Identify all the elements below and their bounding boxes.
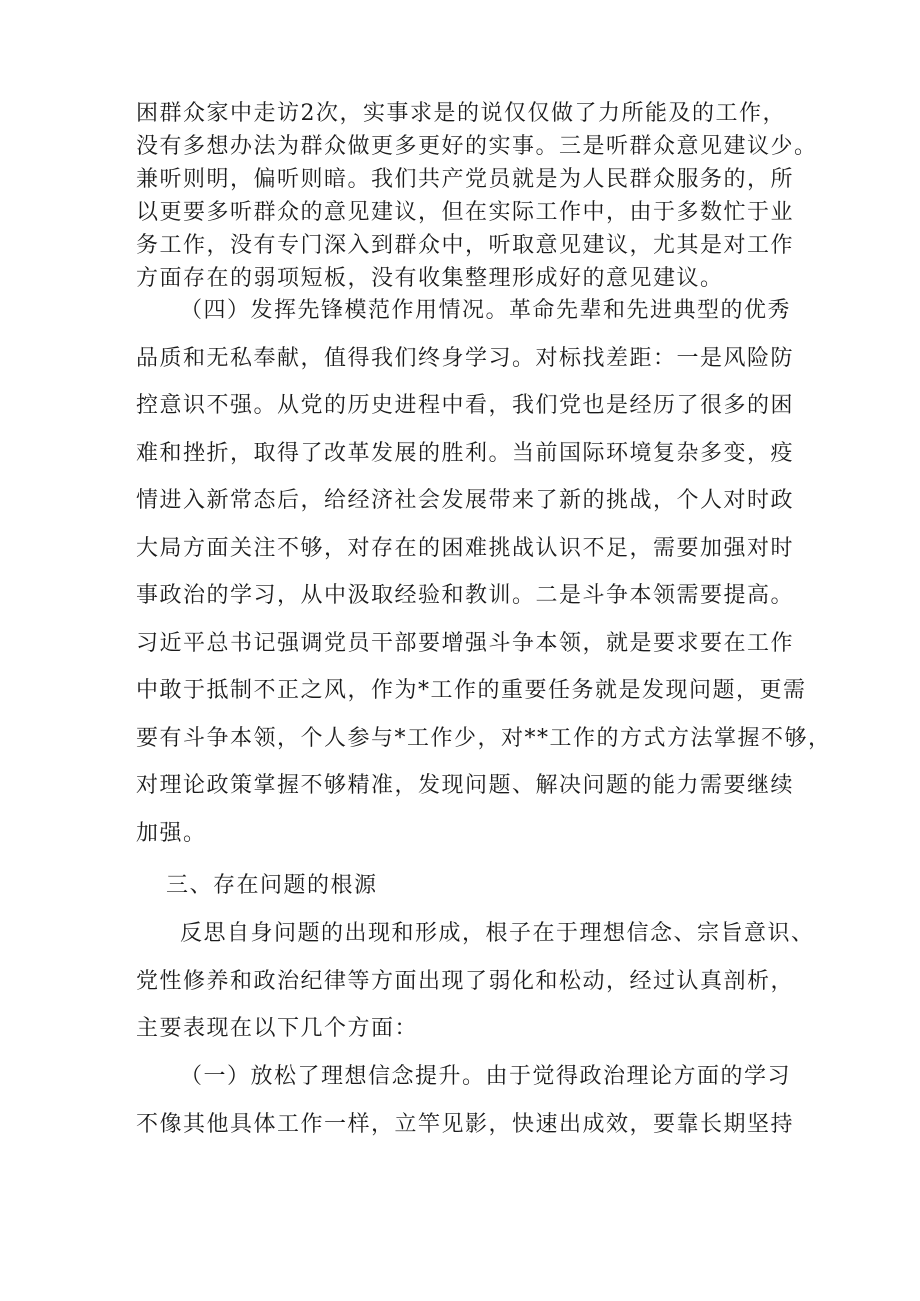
text-line: 难和挫折，取得了改革发展的胜利。当前国际环境复杂多变，疫 — [136, 440, 795, 466]
text-line: 务工作，没有专门深入到群众中，听取意见建议，尤其是对工作 — [136, 233, 795, 258]
text-line: 加强。 — [136, 820, 207, 846]
text-line: 事政治的学习，从中汲取经验和教训。二是斗争本领需要提高。 — [136, 583, 795, 608]
paragraph-section-four — [136, 287, 832, 857]
paragraph-section-one — [136, 1053, 806, 1148]
section-heading-three — [136, 862, 806, 910]
text-line: 党性修养和政治纪律等方面出现了弱化和松动，经过认真剖析， — [136, 968, 795, 994]
text-line: 主要表现在以下几个方面： — [136, 1016, 419, 1041]
paragraph-root-causes — [136, 910, 815, 1053]
text-line: 没有多想办法为群众做更多更好的实事。三是听群众意见建议少。 — [136, 134, 818, 159]
text-line: 中敢于抵制不正之风，作为*工作的重要任务就是发现问题，更需 — [136, 678, 807, 703]
text-line: 反思自身问题的出现和形成，根子在于理想信念、宗旨意识、 — [180, 921, 815, 946]
text-line: 不像其他具体工作一样，立竿见影，快速出成效，要靠长期坚持 — [136, 1111, 795, 1137]
paragraph-continuation — [136, 97, 818, 295]
text-line: 品质和无私奉献，值得我们终身学习。对标找差距：一是风险防 — [136, 345, 795, 371]
text-line: （四）发挥先锋模范作用情况。革命先辈和先进典型的优秀 — [180, 298, 792, 323]
text-line: 以更要多听群众的意见建议，但在实际工作中，由于多数忙于业 — [136, 200, 795, 225]
text-line: 情进入新常态后，给经济社会发展带来了新的挑战，个人对时政 — [136, 488, 795, 513]
text-line: 控意识不强。从党的历史进程中看，我们党也是经历了很多的困 — [136, 393, 795, 418]
text-line: 兼听则明，偏听则暗。我们共产党员就是为人民群众服务的，所 — [136, 167, 795, 192]
text-line: 大局方面关注不够，对存在的困难挑战认识不足，需要加强对时 — [136, 535, 795, 561]
text-line: （一）放松了理想信念提升。由于觉得政治理论方面的学习 — [180, 1064, 792, 1089]
text-line: 方面存在的弱项短板，没有收集整理形成好的意见建议。 — [136, 266, 724, 291]
text-line: 要有斗争本领，个人参与*工作少，对**工作的方式方法掌握不够， — [136, 725, 832, 751]
text-line: 困群众家中走访2次，实事求是的说仅仅做了力所能及的工作， — [136, 101, 786, 126]
text-line: 对理论政策掌握不够精准，发现问题、解决问题的能力需要继续 — [136, 773, 795, 798]
section-heading: 三、存在问题的根源 — [166, 873, 378, 898]
text-line: 习近平总书记强调党员干部要增强斗争本领，就是要求要在工作 — [136, 630, 795, 656]
